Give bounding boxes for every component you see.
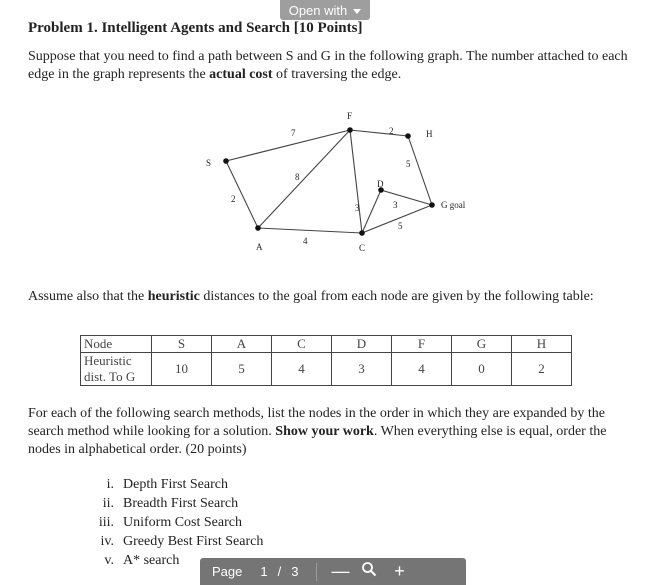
node-label-d: D — [377, 179, 384, 189]
node-label-c: C — [359, 243, 366, 253]
total-pages: 3 — [291, 564, 299, 579]
heuristic-table — [80, 335, 572, 386]
current-page[interactable]: 1 — [260, 564, 268, 579]
list-item: ii. Breadth First Search — [102, 496, 239, 511]
list-item: iv. Greedy Best First Search — [100, 534, 264, 549]
heuristic-paragraph: Assume also that the heuristic distances to the goal from each node are given by the following table: — [28, 289, 594, 304]
edge-cost-d-g: 3 — [393, 200, 398, 210]
table-cell-value-g: 0 — [452, 353, 512, 386]
table-cell-node-g: G — [452, 336, 512, 353]
edge-a-c — [258, 228, 362, 233]
node-label-f: F — [347, 111, 353, 121]
edge-cost-h-g: 5 — [406, 159, 411, 169]
node-c-dot — [359, 230, 365, 236]
edge-cost-a-c: 4 — [303, 236, 308, 246]
node-h-dot — [405, 133, 411, 139]
node-label-g: G goal — [441, 200, 466, 210]
node-g-dot — [429, 202, 435, 208]
page-toolbar — [200, 558, 466, 585]
table-cell-value-a: 5 — [212, 353, 272, 386]
magnifier-icon — [361, 561, 377, 577]
table-cell-node-a: A — [212, 336, 272, 353]
table-cell-value-s: 10 — [152, 353, 212, 386]
table-cell-node-s: S — [152, 336, 212, 353]
node-f-dot — [347, 127, 353, 133]
edge-cost-s-f: 7 — [291, 128, 296, 138]
toolbar-divider — [316, 563, 317, 581]
table-cell-node-c: C — [272, 336, 332, 353]
node-label-s: S — [206, 158, 212, 168]
instructions-paragraph: For each of the following search methods, list the nodes in the order in which they are expanded by the search method while looking for a solution. Show your work. When everything else is equal, order the nodes in alphabetical order. (20 points) — [28, 406, 607, 457]
table-cell-node-f: F — [392, 336, 452, 353]
edge-cost-f-c: 3 — [355, 203, 360, 213]
edge-f-h — [350, 130, 408, 136]
edge-s-f — [226, 130, 350, 161]
edge-cost-f-h: 2 — [389, 126, 394, 136]
node-a-dot — [255, 225, 261, 231]
table-cell-value-h: 2 — [512, 353, 572, 386]
node-s-dot — [223, 158, 229, 164]
node-label-h: H — [426, 129, 433, 139]
intro-paragraph: Suppose that you need to find a path between S and G in the following graph. The number attached to each edge in the graph represents the actual cost of traversing the edge. — [28, 49, 628, 82]
zoom-in-button[interactable]: + — [394, 561, 405, 581]
table-row-header — [81, 336, 572, 353]
edge-h-g — [408, 136, 432, 205]
table-cell-node-h: H — [512, 336, 572, 353]
zoom-out-button[interactable]: — — [331, 561, 350, 581]
open-with-label: Open with — [288, 2, 348, 18]
edge-cost-s-a: 2 — [231, 194, 236, 204]
table-cell-value-d: 3 — [332, 353, 392, 386]
table-cell-value-c: 4 — [272, 353, 332, 386]
graph-nodes — [223, 127, 435, 236]
graph-edges — [226, 130, 432, 233]
node-label-a: A — [256, 242, 263, 252]
problem-title: Problem 1. Intelligent Agents and Search [10 Points] — [28, 20, 363, 36]
table-cell-value-f: 4 — [392, 353, 452, 386]
edge-f-c — [350, 130, 362, 233]
edge-d-g — [381, 190, 432, 205]
table-header-heuristic: Heuristic dist. To G — [81, 353, 152, 386]
list-item: i. Depth First Search — [106, 477, 228, 492]
zoom-icon[interactable] — [361, 561, 377, 582]
edge-a-f — [258, 130, 350, 228]
table-row-values — [81, 353, 572, 386]
edge-cost-c-g: 5 — [398, 221, 403, 231]
list-item: iii. Uniform Cost Search — [98, 515, 242, 530]
table-cell-node-d: D — [332, 336, 392, 353]
table-header-node: Node — [81, 336, 152, 353]
list-item: v. A* search — [104, 553, 180, 568]
search-methods-list — [80, 475, 263, 570]
page-separator: / — [277, 564, 282, 579]
edge-cost-a-f: 8 — [295, 172, 300, 182]
page-label: Page — [212, 564, 243, 579]
